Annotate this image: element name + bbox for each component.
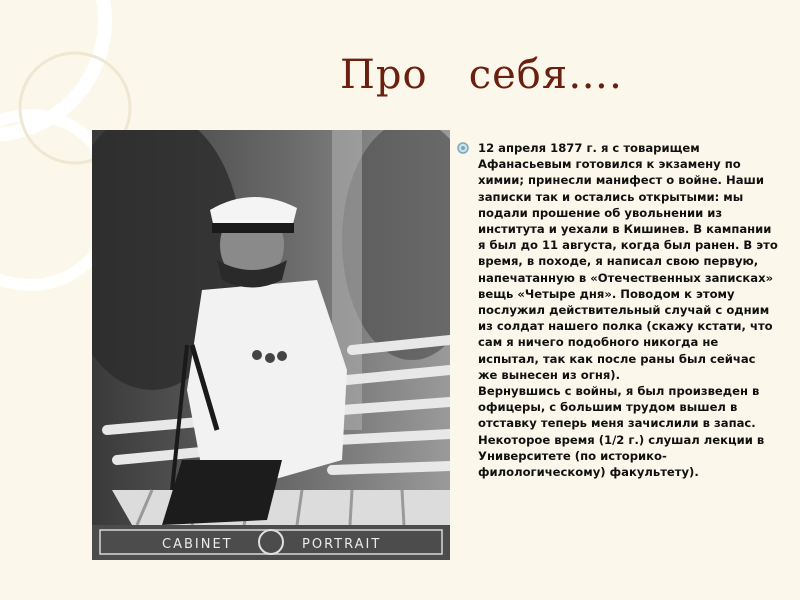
biography-text-block (478, 140, 778, 480)
portrait-photo (92, 130, 450, 560)
caption-portrait: PORTRAIT (302, 537, 382, 552)
decorative-bullet-icon (456, 141, 470, 155)
caption-cabinet: CABINET (162, 537, 233, 552)
paragraph-war: 12 апреля 1877 г. я с товарищем Афанасьевым готовился к экзамену по химии; принесли манифест о войне. Наши записки так и остались открытыми: мы подали прошение об увольнении из института и уехали в Кишинев. В кампании я был до 11 августа, когда был ранен. В это время, в походе, я написал свою первую, напечатанную в «Отечественных записках» вещь «Четыре дня». Поводом к этому послужил действительный случай с одним из солдат нашего полка (скажу кстати, что сам я ничего подобного никогда не испытал, так как после раны был сейчас же вынесен из огня). (478, 141, 778, 382)
slide-title: Про себя…. (340, 52, 623, 98)
paragraph-return: Вернувшись с войны, я был произведен в офицеры, с большим трудом вышел в отставку теперь меня зачислили в запас. Некоторое время (1/2 г.) слушал лекции в Университете (по историко-филологическому) факультету). (478, 384, 765, 480)
